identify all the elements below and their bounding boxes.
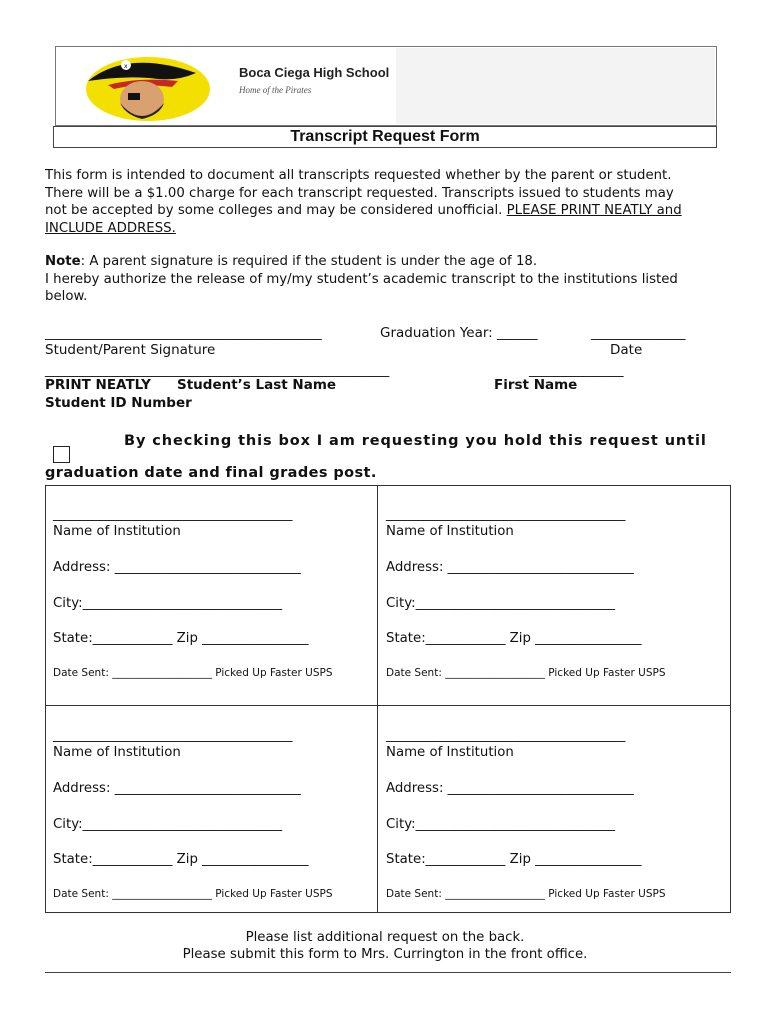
intro-paragraph: [45, 167, 725, 237]
footer-additional-requests: Please list additional request on the back.: [245, 930, 525, 945]
first-name-line[interactable]: ______________: [529, 362, 624, 378]
institution-name-line[interactable]: ____________________________________: [53, 507, 293, 522]
city-field[interactable]: City:______________________________: [386, 596, 616, 611]
note-paragraph: [45, 253, 725, 306]
institution-name-label: Name of Institution: [53, 524, 181, 539]
school-tagline: Home of the Pirates: [239, 85, 312, 95]
svg-text:x: x: [124, 63, 128, 70]
state-zip-field[interactable]: State:____________ Zip ________________: [386, 852, 642, 867]
hold-request-line: graduation date and final grades post.: [45, 465, 377, 481]
institution-name-label: Name of Institution: [53, 745, 181, 760]
school-name: Boca Ciega High School: [239, 65, 390, 80]
signature-line[interactable]: _________________________________________: [45, 325, 322, 341]
date-sent-field[interactable]: Date Sent: ___________________ Picked Up Faster USPS: [53, 667, 333, 679]
footer-submit-instructions: Please submit this form to Mrs. Currington in the front office.: [182, 947, 588, 962]
hold-request-line: By checking this box I am requesting you hold this request until: [124, 433, 707, 449]
institution-name-label: Name of Institution: [386, 745, 514, 760]
city-field[interactable]: City:______________________________: [53, 596, 283, 611]
state-zip-field[interactable]: State:____________ Zip ________________: [53, 631, 309, 646]
date-line[interactable]: ______________: [591, 325, 686, 341]
note-label: Note: [45, 254, 81, 269]
print-neatly-label: PRINT NEATLY: [45, 377, 151, 393]
note-text: : A parent signature is required if the student is under the age of 18.: [80, 254, 538, 269]
state-zip-field[interactable]: State:____________ Zip ________________: [386, 631, 642, 646]
header-shaded-panel: [396, 48, 715, 124]
authorize-line: I hereby authorize the release of my/my student’s academic transcript to the institutions listed: [45, 271, 678, 287]
last-name-line[interactable]: ___________________________________________________: [45, 362, 390, 378]
include-address-notice: INCLUDE ADDRESS.: [45, 220, 176, 236]
school-header: [55, 46, 717, 126]
city-field[interactable]: City:______________________________: [386, 817, 616, 832]
hold-request-checkbox[interactable]: [53, 446, 70, 463]
first-name-label: First Name: [494, 377, 578, 393]
last-name-label: Student’s Last Name: [177, 377, 337, 393]
intro-line: There will be a $1.00 charge for each transcript requested. Transcripts issued to students may: [45, 185, 674, 201]
date-sent-field[interactable]: Date Sent: ___________________ Picked Up Faster USPS: [53, 888, 333, 900]
signature-caption: Student/Parent Signature: [45, 342, 216, 358]
date-caption: Date: [610, 342, 643, 358]
city-field[interactable]: City:______________________________: [53, 817, 283, 832]
address-field[interactable]: Address: ____________________________: [53, 560, 301, 575]
institution-name-line[interactable]: ____________________________________: [53, 728, 293, 743]
institution-name-label: Name of Institution: [386, 524, 514, 539]
pirate-logo: [68, 51, 213, 123]
institution-name-line[interactable]: ____________________________________: [386, 507, 626, 522]
form-title: Transcript Request Form: [53, 126, 717, 148]
date-sent-field[interactable]: Date Sent: ___________________ Picked Up Faster USPS: [386, 888, 666, 900]
date-sent-field[interactable]: Date Sent: ___________________ Picked Up Faster USPS: [386, 667, 666, 679]
footer-rule: [45, 972, 731, 973]
institution-name-line[interactable]: ____________________________________: [386, 728, 626, 743]
authorize-line: below.: [45, 289, 88, 304]
state-zip-field[interactable]: State:____________ Zip ________________: [53, 852, 309, 867]
grid-divider: [377, 485, 378, 913]
address-field[interactable]: Address: ____________________________: [53, 781, 301, 796]
intro-line: This form is intended to document all transcripts requested whether by the parent or student.: [45, 168, 672, 183]
graduation-year-field[interactable]: Graduation Year: ______: [380, 325, 538, 341]
print-neatly-notice: PLEASE PRINT NEATLY and: [506, 203, 682, 218]
institution-grid: [45, 485, 731, 913]
grid-divider: [45, 705, 731, 706]
address-field[interactable]: Address: ____________________________: [386, 560, 634, 575]
intro-line: not be accepted by some colleges and may be considered unofficial. PLEASE PRINT NEATLY and: [45, 203, 682, 218]
student-id-label: Student ID Number: [45, 395, 192, 411]
address-field[interactable]: Address: ____________________________: [386, 781, 634, 796]
